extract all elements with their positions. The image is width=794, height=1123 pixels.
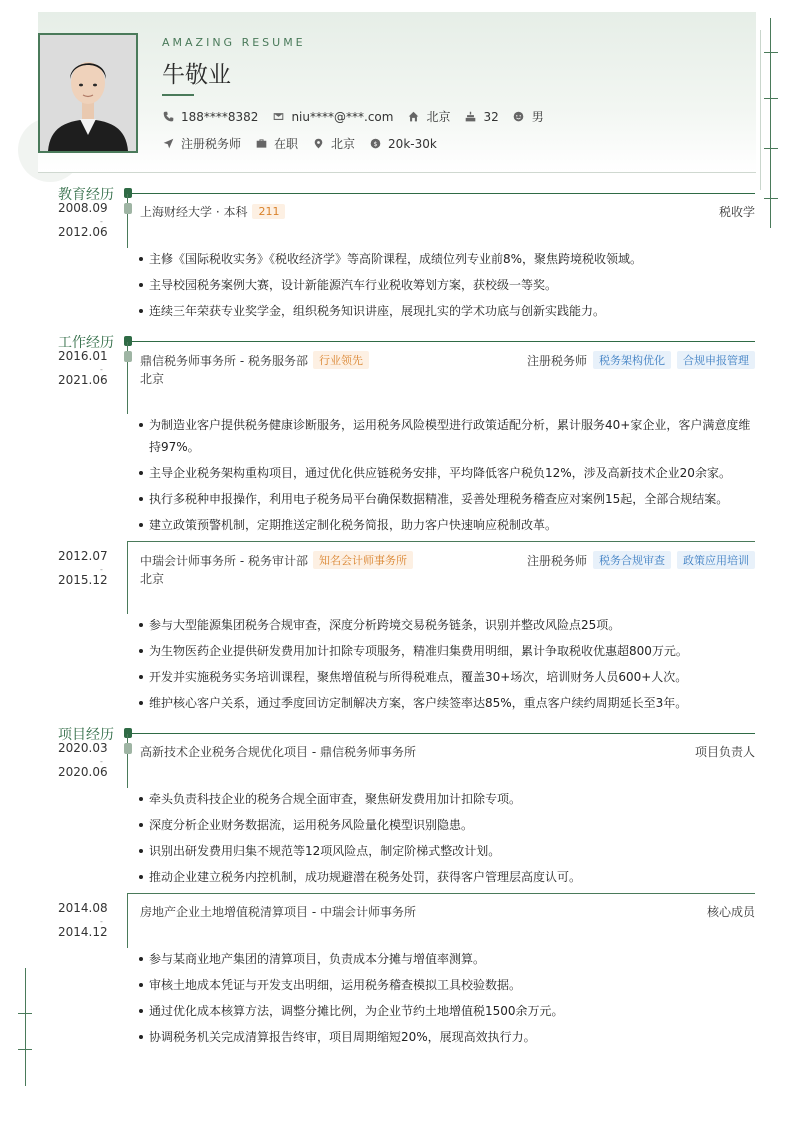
gender-text: 男 [531,110,544,124]
mail-icon [272,111,284,123]
skill-tag: 合规申报管理 [677,351,755,369]
profile-photo [38,33,138,153]
work-location: 北京 [140,572,165,586]
list-item: 深度分析企业财务数据流，运用税务风险量化模型识别隐患。 [138,814,753,836]
list-item: 协调税务机关完成清算报告终审，项目周期缩短20%，展现高效执行力。 [138,1026,753,1048]
list-item: 推动企业建立税务内控机制，成功规避潜在税务处罚，获得客户管理层高度认可。 [138,866,753,888]
project-name: 房地产企业土地增值税清算项目 - 中瑞会计师事务所 [140,905,416,919]
position-name: 注册税务师 [526,553,587,568]
list-item: 参与大型能源集团税务合规审查，深度分析跨境交易税务链条，识别并整改风险点25项。 [138,614,753,636]
project-role: 核心成员 [706,905,755,919]
work-bullets [138,414,753,540]
timeline-marker [124,351,132,362]
decorative-line-left [25,968,26,1086]
job-city-text: 北京 [331,137,356,151]
education-entry-header [140,203,755,220]
list-item: 主导校园税务案例大赛，设计新能源汽车行业税收筹划方案，获校级一等奖。 [138,274,753,296]
decorative-tick [764,148,778,149]
briefcase-icon [255,138,267,150]
entry-divider [127,541,755,542]
decorative-tick [18,1013,32,1014]
name-underline [162,94,194,96]
location-icon [312,138,324,150]
phone-icon [162,111,174,123]
job-intent-row [162,135,451,152]
skill-tag: 税务架构优化 [593,351,671,369]
major-name: 税收学 [718,205,755,219]
list-item: 为制造业客户提供税务健康诊断服务，运用税务风险模型进行政策适配分析，累计服务40+家企业，客户满意度维持97%。 [138,414,753,458]
date-separator: - [100,565,103,574]
education-bullets [138,248,753,326]
section-title-projects: 项目经历 [58,727,114,743]
list-item: 执行多税种申报操作，利用电子税务局平台确保数据精准，妥善处理税务稽查应对案例15起，全部合规结案。 [138,488,753,510]
school-name: 上海财经大学 · 本科 [140,205,248,219]
section-marker [124,336,132,346]
entry-divider [127,893,755,894]
decorative-line-right-light [760,30,761,190]
candidate-name: 牛敬业 [162,62,231,88]
job-city [312,135,355,152]
list-item: 审核土地成本凭证与开发支出明细，运用税务稽查模拟工具校验数据。 [138,974,753,996]
contact-age [464,110,498,124]
section-title-education: 教育经历 [58,187,114,203]
cake-icon [464,111,476,123]
age-text: 32 [483,109,499,124]
education-end-date: 2012.06 [58,225,108,239]
date-separator: - [100,757,103,766]
decorative-line-right [770,18,771,228]
timeline-marker [124,743,132,754]
job-salary-text: 20k-30k [388,136,437,151]
list-item: 为生物医药企业提供研发费用加计扣除专项服务，精准归集费用明细，累计争取税收优惠超800万元。 [138,640,753,662]
job-position-text: 注册税务师 [181,137,242,151]
work-bullets [138,614,753,718]
decorative-tick [18,1049,32,1050]
school-tag: 211 [252,204,285,219]
contact-email [272,110,393,124]
section-marker [124,188,132,198]
section-marker [124,728,132,738]
project-start-date: 2020.03 [58,741,108,755]
list-item: 主修《国际税收实务》《税收经济学》等高阶课程，成绩位列专业前8%，聚焦跨境税收领域。 [138,248,753,270]
decorative-tick [764,98,778,99]
project-entry-header [140,743,755,760]
list-item: 建立政策预警机制，定期推送定制化税务简报，助力客户快速响应税制改革。 [138,514,753,536]
work-end-date: 2021.06 [58,373,108,387]
contact-row [162,108,558,125]
contact-gender [513,108,544,125]
company-name: 鼎信税务师事务所 - 税务服务部 [140,353,308,368]
email-text: niu****@***.com [291,109,394,124]
header-divider [38,172,756,173]
job-status [255,135,298,152]
project-entry-header [140,903,755,920]
money-icon [369,138,381,150]
timeline-line [127,893,128,948]
work-entry-header [140,551,755,569]
timeline-line [127,541,128,614]
resume-tagline: AMAZING RESUME [162,36,306,49]
home-text: 北京 [426,110,451,124]
company-name: 中瑞会计师事务所 - 税务审计部 [140,553,308,568]
job-status-text: 在职 [274,137,299,151]
date-separator: - [100,917,103,926]
list-item: 牵头负责科技企业的税务合规全面审查，聚焦研发费用加计扣除专项。 [138,788,753,810]
decorative-tick [764,52,778,53]
list-item: 开发并实施税务实务培训课程，聚焦增值税与所得税难点，覆盖30+场次，培训财务人员600+人次。 [138,666,753,688]
project-end-date: 2020.06 [58,765,108,779]
list-item: 维护核心客户关系，通过季度回访定制解决方案，客户续签率达85%，重点客户续约周期延长至3年。 [138,692,753,714]
position-name: 注册税务师 [526,353,587,368]
project-start-date: 2014.08 [58,901,108,915]
list-item: 参与某商业地产集团的清算项目，负责成本分摊与增值率测算。 [138,948,753,970]
company-tag: 行业领先 [313,351,369,369]
skill-tag: 税务合规审查 [593,551,671,569]
home-icon [407,111,419,123]
project-bullets [138,948,753,1052]
project-role: 项目负责人 [694,745,755,759]
work-start-date: 2016.01 [58,349,108,363]
project-end-date: 2014.12 [58,925,108,939]
phone-text: 188****8382 [181,109,259,124]
section-title-work: 工作经历 [58,335,114,351]
date-separator: - [100,217,103,226]
svg-text:$: $ [373,140,378,148]
section-rule [127,733,755,734]
work-location: 北京 [140,372,165,386]
list-item: 识别出研发费用归集不规范等12项风险点，制定阶梯式整改计划。 [138,840,753,862]
work-entry-header [140,351,755,369]
list-item: 通过优化成本核算方法，调整分摊比例，为企业节约土地增值税1500余万元。 [138,1000,753,1022]
contact-phone [162,110,258,124]
list-item: 连续三年荣获专业奖学金，组织税务知识讲座，展现扎实的学术功底与创新实践能力。 [138,300,753,322]
timeline-marker [124,203,132,214]
project-bullets [138,788,753,892]
contact-home [407,108,450,125]
send-icon [162,138,174,150]
work-start-date: 2012.07 [58,549,108,563]
project-name: 高新技术企业税务合规优化项目 - 鼎信税务师事务所 [140,745,416,759]
skill-tag: 政策应用培训 [677,551,755,569]
work-end-date: 2015.12 [58,573,108,587]
section-rule [127,193,755,194]
company-tag: 知名会计师事务所 [313,551,413,569]
education-start-date: 2008.09 [58,201,108,215]
job-salary [369,137,437,151]
date-separator: - [100,365,103,374]
decorative-tick [764,198,778,199]
job-position [162,135,241,152]
section-rule [127,341,755,342]
gender-icon [513,111,525,123]
list-item: 主导企业税务架构重构项目，通过优化供应链税务安排，平均降低客户税负12%，涉及高新技术企业20余家。 [138,462,753,484]
